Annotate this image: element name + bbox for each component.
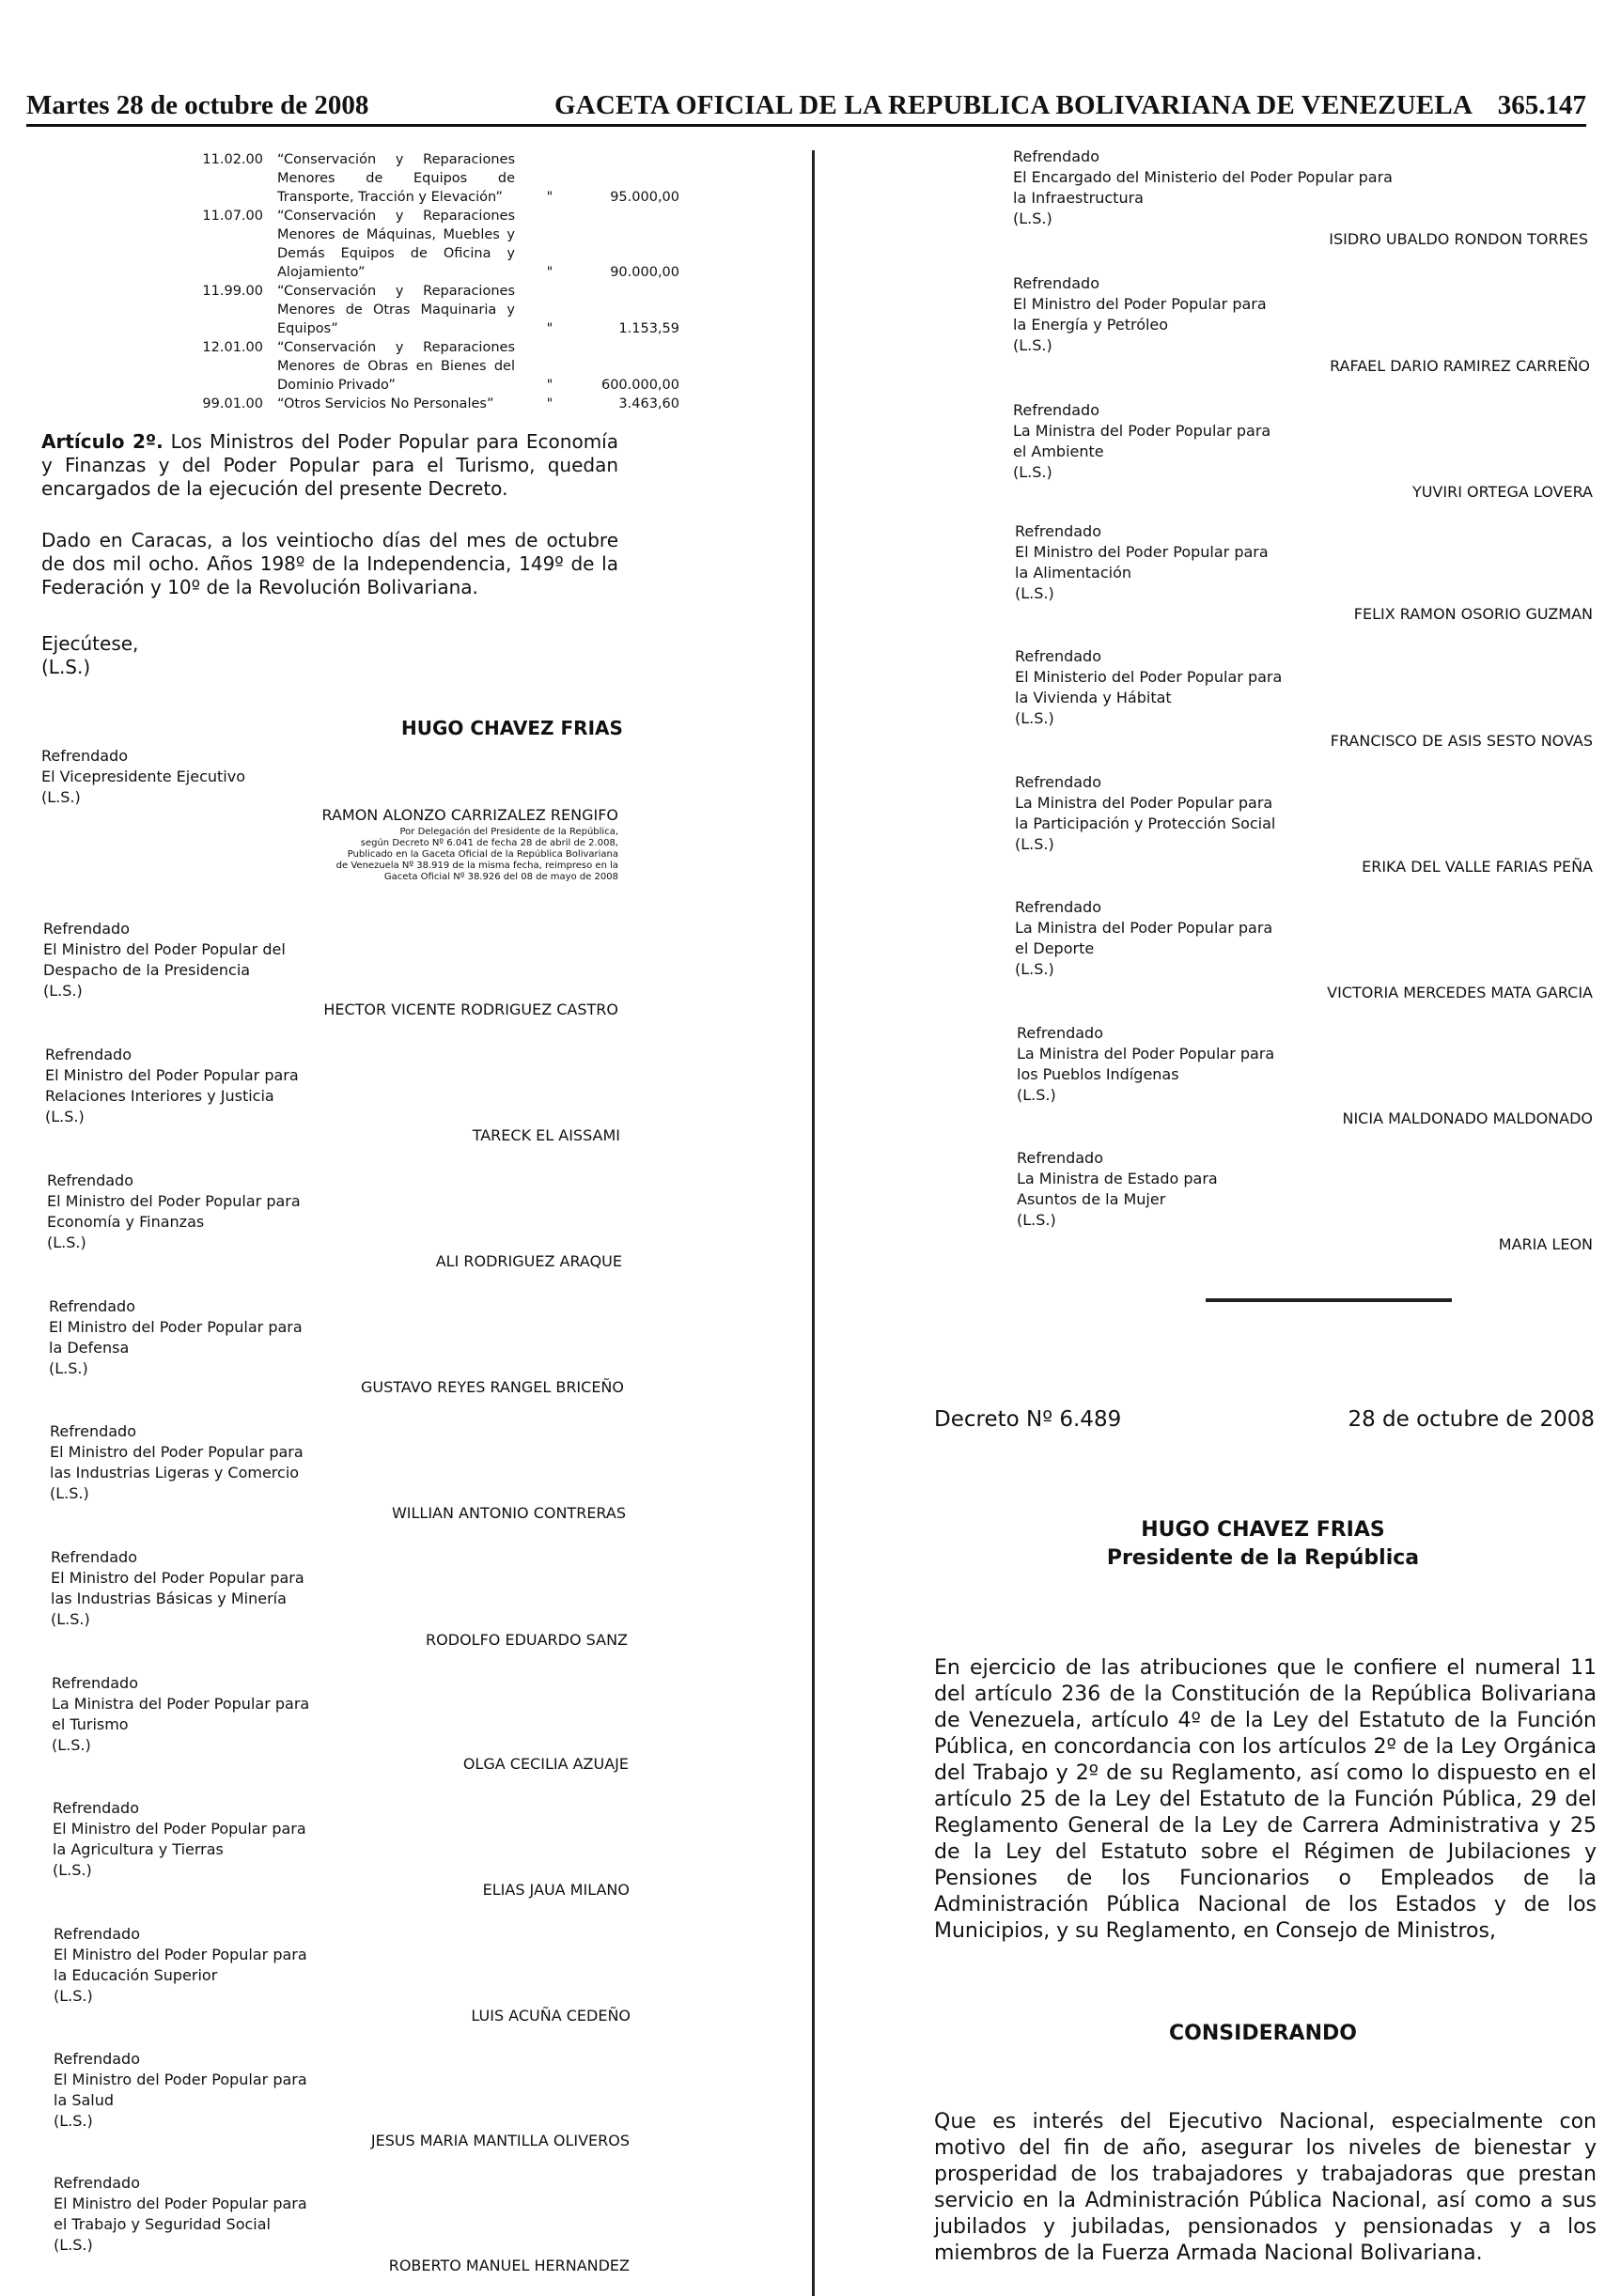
header-title: GACETA OFICIAL DE LA REPUBLICA BOLIVARIANA DE VENEZUELA bbox=[554, 90, 1473, 120]
decree-preamble: En ejercicio de las atribuciones que le confiere el numeral 11 del artículo 236 de la Constitución de la República Bolivariana de Venezuela, artículo 4º de la Ley del Estatuto de la Función Pública, en concordancia con los artículos 2º de la Ley Orgánica del Trabajo y 2º de su Reglamento, así como lo dispuesto en el artículo 25 de la Ley del Estatuto de la Función Pública, 29 del Reglamento General de la Ley de Carrera Administrativa y 25 de la Ley del Estatuto sobre el Régimen de Jubilaciones y Pensiones de los Funcionarios o Empleados de la Administración Pública Nacional de los Estados y de los Municipios, y su Reglamento, en Consejo de Ministros, bbox=[934, 1656, 1597, 1943]
page-header bbox=[26, 90, 1586, 128]
refrendo-line: Refrendado bbox=[52, 1674, 138, 1692]
budget-table bbox=[146, 150, 700, 413]
refrendo-line: El Encargado del Ministerio del Poder Popular para bbox=[1013, 168, 1393, 186]
refrendo-name: ALI RODRIGUEZ ARAQUE bbox=[435, 1252, 622, 1270]
delegation-line: de Venezuela Nº 38.919 de la misma fecha, reimpreso en la bbox=[335, 861, 618, 871]
refrendo-block bbox=[51, 1547, 304, 1630]
refrendo-line: la Vivienda y Hábitat bbox=[1015, 689, 1172, 706]
refrendo-line: El Vicepresidente Ejecutivo bbox=[41, 768, 245, 785]
refrendo-line: (L.S.) bbox=[1013, 463, 1052, 481]
budget-description: “Otros Servicios No Personales” bbox=[277, 396, 494, 411]
refrendo-line: Relaciones Interiores y Justicia bbox=[45, 1087, 274, 1105]
delegation-note bbox=[336, 827, 618, 883]
refrendo-line: Asuntos de la Mujer bbox=[1017, 1190, 1166, 1208]
refrendo-line: (L.S.) bbox=[1013, 209, 1052, 227]
budget-description: “Conservación y Reparaciones Menores de Otras Maquinaria y Equipos” bbox=[277, 284, 515, 336]
refrendo-line: Refrendado bbox=[47, 1171, 133, 1189]
refrendo-name: WILLIAN ANTONIO CONTRERAS bbox=[391, 1504, 626, 1522]
refrendo-line: Refrendado bbox=[1015, 522, 1101, 540]
header-rule bbox=[26, 124, 1586, 127]
refrendo-block bbox=[1013, 147, 1393, 229]
refrendo-line: la Alimentación bbox=[1015, 564, 1131, 582]
president-block bbox=[934, 1516, 1592, 1573]
refrendo-line: La Ministra del Poder Popular para bbox=[52, 1695, 310, 1713]
refrendo-name: FRANCISCO DE ASIS SESTO NOVAS bbox=[1330, 732, 1593, 750]
budget-amount: 90.000,00 bbox=[610, 265, 679, 280]
refrendo-line: Refrendado bbox=[50, 1422, 136, 1440]
refrendo-line: (L.S.) bbox=[45, 1108, 85, 1125]
refrendo-line: El Ministro del Poder Popular para bbox=[54, 2071, 307, 2088]
budget-row bbox=[146, 282, 700, 338]
refrendo-block bbox=[1013, 400, 1270, 483]
refrendo-block bbox=[1017, 1023, 1274, 1106]
refrendo-block bbox=[54, 2173, 307, 2256]
refrendo-line: El Ministro del Poder Popular para bbox=[54, 2195, 307, 2212]
budget-code: 11.99.00 bbox=[202, 284, 263, 299]
refrendo-line: (L.S.) bbox=[1015, 709, 1054, 727]
budget-ditto: " bbox=[546, 265, 553, 280]
refrendo-line: (L.S.) bbox=[47, 1233, 86, 1251]
refrendo-line: Refrendado bbox=[1015, 898, 1101, 916]
refrendo-line: El Ministro del Poder Popular para bbox=[1013, 295, 1267, 313]
refrendo-name: LUIS ACUÑA CEDEÑO bbox=[471, 2007, 631, 2025]
refrendo-line: la Infraestructura bbox=[1013, 189, 1144, 207]
refrendo-line: (L.S.) bbox=[1015, 960, 1054, 978]
refrendo-name: TARECK EL AISSAMI bbox=[472, 1126, 620, 1144]
refrendo-line: (L.S.) bbox=[54, 2112, 93, 2130]
refrendo-line: (L.S.) bbox=[1015, 584, 1054, 602]
refrendo-line: Refrendado bbox=[1013, 147, 1099, 165]
refrendo-line: Refrendado bbox=[54, 2050, 140, 2068]
refrendo-line: (L.S.) bbox=[49, 1359, 88, 1377]
refrendo-line: Refrendado bbox=[1013, 274, 1099, 292]
decree-number: Decreto Nº 6.489 bbox=[934, 1407, 1122, 1432]
refrendo-line: Refrendado bbox=[43, 920, 130, 938]
header-date: Martes 28 de octubre de 2008 bbox=[26, 90, 369, 120]
refrendo-line: (L.S.) bbox=[51, 1610, 90, 1628]
budget-row bbox=[146, 150, 700, 207]
refrendo-line: Refrendado bbox=[1017, 1149, 1103, 1167]
delegation-line: según Decreto Nº 6.041 de fecha 28 de abril de 2.008, bbox=[360, 838, 618, 848]
refrendo-line: El Ministerio del Poder Popular para bbox=[1015, 668, 1283, 686]
refrendo-block bbox=[54, 1924, 307, 2007]
budget-description: “Conservación y Reparaciones Menores de Equipos de Transporte, Tracción y Elevación” bbox=[277, 152, 515, 205]
ejecutese-line: Ejecútese, bbox=[41, 632, 139, 655]
refrendo-name: GUSTAVO REYES RANGEL BRICEÑO bbox=[361, 1378, 624, 1396]
articulo-2-label: Artículo 2º. bbox=[41, 430, 164, 453]
ejecutese-seal: (L.S.) bbox=[41, 656, 91, 678]
refrendo-block bbox=[53, 1798, 306, 1881]
refrendo-block bbox=[1015, 521, 1269, 604]
president-title: Presidente de la República bbox=[1106, 1546, 1420, 1570]
refrendo-line: la Energía y Petróleo bbox=[1013, 316, 1169, 334]
refrendo-name: FELIX RAMON OSORIO GUZMAN bbox=[1353, 605, 1593, 623]
refrendo-line: Economía y Finanzas bbox=[47, 1213, 205, 1231]
refrendo-line: El Ministro del Poder Popular para bbox=[50, 1443, 304, 1461]
refrendo-block bbox=[52, 1673, 309, 1756]
refrendo-line: Refrendado bbox=[54, 1925, 140, 1943]
decree-date: 28 de octubre de 2008 bbox=[1348, 1407, 1595, 1432]
refrendo-line: Refrendado bbox=[1013, 401, 1099, 419]
refrendo-line: (L.S.) bbox=[50, 1484, 89, 1502]
refrendo-line: los Pueblos Indígenas bbox=[1017, 1065, 1179, 1083]
refrendo-line: El Ministro del Poder Popular para bbox=[47, 1192, 301, 1210]
refrendo-block bbox=[1015, 646, 1282, 729]
refrendo-line: (L.S.) bbox=[54, 1987, 93, 2005]
refrendo-line: (L.S.) bbox=[1015, 835, 1054, 853]
budget-ditto: " bbox=[546, 378, 553, 393]
refrendo-name: RAFAEL DARIO RAMIREZ CARREÑO bbox=[1330, 357, 1590, 375]
refrendo-name: ELIAS JAUA MILANO bbox=[482, 1881, 630, 1899]
refrendo-line: Despacho de la Presidencia bbox=[43, 961, 251, 979]
budget-ditto: " bbox=[546, 321, 553, 336]
budget-description: “Conservación y Reparaciones Menores de Obras en Bienes del Dominio Privado” bbox=[277, 340, 515, 393]
refrendo-line: (L.S.) bbox=[1017, 1211, 1056, 1229]
refrendo-block bbox=[1015, 772, 1275, 855]
refrendo-line: La Ministra del Poder Popular para bbox=[1015, 794, 1273, 812]
ejecutese-block bbox=[41, 632, 323, 679]
refrendo-line: Refrendado bbox=[45, 1046, 132, 1063]
refrendo-line: El Ministro del Poder Popular para bbox=[54, 1946, 307, 1963]
budget-row bbox=[146, 395, 700, 413]
refrendo-line: (L.S.) bbox=[1013, 336, 1052, 354]
budget-code: 12.01.00 bbox=[202, 340, 263, 355]
refrendo-line: El Ministro del Poder Popular del bbox=[43, 940, 286, 958]
refrendo-line: (L.S.) bbox=[52, 1736, 91, 1754]
refrendo-line: Refrendado bbox=[1015, 773, 1101, 791]
column-divider bbox=[812, 150, 815, 2296]
budget-description: “Conservación y Reparaciones Menores de Máquinas, Muebles y Demás Equipos de Oficina y Alojamiento” bbox=[277, 209, 515, 280]
budget-amount: 600.000,00 bbox=[600, 378, 679, 393]
refrendo-line: (L.S.) bbox=[53, 1861, 92, 1879]
refrendo-line: el Deporte bbox=[1015, 939, 1095, 957]
refrendo-line: Refrendado bbox=[1017, 1024, 1103, 1042]
delegation-line: Publicado en la Gaceta Oficial de la República Bolivariana bbox=[347, 849, 618, 860]
refrendo-name: OLGA CECILIA AZUAJE bbox=[462, 1755, 629, 1773]
refrendo-name: VICTORIA MERCEDES MATA GARCIA bbox=[1327, 984, 1593, 1001]
refrendo-line: La Ministra del Poder Popular para bbox=[1015, 919, 1273, 937]
main-signature: HUGO CHAVEZ FRIAS bbox=[401, 717, 623, 739]
refrendo-block bbox=[43, 919, 286, 1001]
refrendo-block bbox=[45, 1045, 299, 1127]
refrendo-name: NICIA MALDONADO MALDONADO bbox=[1342, 1109, 1593, 1127]
refrendo-block bbox=[47, 1171, 301, 1253]
considerando-text: Que es interés del Ejecutivo Nacional, especialmente con motivo del fin de año, asegurar los niveles de bienestar y prosperidad de los trabajadores y trabajadoras que prestan servicio en la Administración Pública Nacional, así como a sus jubilados y jubiladas, pensionados y pensionadas y a los miembros de la Fuerza Armada Nacional Bolivariana. bbox=[934, 2110, 1597, 2265]
budget-ditto: " bbox=[546, 396, 553, 411]
budget-amount: 95.000,00 bbox=[610, 190, 679, 205]
refrendo-name: ISIDRO UBALDO RONDON TORRES bbox=[1329, 230, 1588, 248]
refrendo-line: las Industrias Ligeras y Comercio bbox=[50, 1464, 300, 1482]
refrendo-line: El Ministro del Poder Popular para bbox=[51, 1569, 304, 1587]
budget-amount: 3.463,60 bbox=[618, 396, 679, 411]
refrendo-name: JESUS MARIA MANTILLA OLIVEROS bbox=[370, 2132, 630, 2149]
header-page-number: 365.147 bbox=[1497, 90, 1586, 120]
refrendo-block bbox=[1015, 897, 1272, 980]
section-separator bbox=[1206, 1298, 1452, 1302]
refrendo-line: La Ministra del Poder Popular para bbox=[1017, 1045, 1275, 1063]
refrendo-line: la Agricultura y Tierras bbox=[53, 1840, 224, 1858]
dado-paragraph: Dado en Caracas, a los veintiocho días del mes de octubre de dos mil ocho. Años 198º de la Independencia, 149º de la Federación y 10º de la Revolución Bolivariana. bbox=[41, 529, 618, 598]
budget-ditto: " bbox=[546, 190, 553, 205]
vice-name: RAMON ALONZO CARRIZALEZ RENGIFO bbox=[321, 806, 618, 824]
articulo-2 bbox=[41, 430, 618, 501]
refrendo-line: La Ministra del Poder Popular para bbox=[1013, 422, 1271, 440]
refrendo-line: la Participación y Protección Social bbox=[1015, 814, 1276, 832]
refrendo-block bbox=[54, 2049, 307, 2132]
refrendo-line: La Ministra de Estado para bbox=[1017, 1170, 1218, 1187]
budget-amount: 1.153,59 bbox=[618, 321, 679, 336]
refrendo-block bbox=[50, 1421, 304, 1504]
articulo-2-text: Los Ministros del Poder Popular para Economía y Finanzas y del Poder Popular para el Turismo, quedan encargados de la ejecución del presente Decreto. bbox=[41, 430, 618, 500]
refrendo-line: las Industrias Básicas y Minería bbox=[51, 1590, 287, 1607]
refrendo-line: Refrendado bbox=[41, 747, 128, 765]
refrendo-name: RODOLFO EDUARDO SANZ bbox=[426, 1631, 628, 1649]
refrendo-name: ROBERTO MANUEL HERNANDEZ bbox=[388, 2257, 630, 2274]
budget-code: 99.01.00 bbox=[202, 396, 263, 411]
refrendo-line: la Educación Superior bbox=[54, 1966, 218, 1984]
refrendo-line: el Turismo bbox=[52, 1715, 129, 1733]
refrendo-name: ERIKA DEL VALLE FARIAS PEÑA bbox=[1362, 858, 1593, 876]
refrendo-block bbox=[49, 1296, 303, 1379]
refrendo-block bbox=[1017, 1148, 1218, 1231]
delegation-line: Por Delegación del Presidente de la República, bbox=[399, 827, 618, 837]
refrendo-line: Refrendado bbox=[49, 1297, 135, 1315]
refrendo-line: Refrendado bbox=[1015, 647, 1101, 665]
refrendo-line: (L.S.) bbox=[41, 788, 81, 806]
refrendo-vicepresidente bbox=[41, 746, 245, 808]
budget-code: 11.07.00 bbox=[202, 209, 263, 224]
budget-row bbox=[146, 207, 700, 282]
refrendo-line: (L.S.) bbox=[43, 982, 83, 1000]
refrendo-block bbox=[1013, 273, 1267, 356]
refrendo-line: el Ambiente bbox=[1013, 442, 1104, 460]
delegation-line: Gaceta Oficial Nº 38.926 del 08 de mayo de 2008 bbox=[383, 872, 618, 882]
refrendo-line: Refrendado bbox=[51, 1548, 137, 1566]
refrendo-line: El Ministro del Poder Popular para bbox=[1015, 543, 1269, 561]
refrendo-line: (L.S.) bbox=[54, 2236, 93, 2254]
refrendo-line: El Ministro del Poder Popular para bbox=[49, 1318, 303, 1336]
refrendo-line: (L.S.) bbox=[1017, 1086, 1056, 1104]
refrendo-line: la Salud bbox=[54, 2091, 115, 2109]
budget-code: 11.02.00 bbox=[202, 152, 263, 167]
refrendo-name: YUVIRI ORTEGA LOVERA bbox=[1411, 483, 1593, 501]
president-name: HUGO CHAVEZ FRIAS bbox=[1141, 1518, 1385, 1542]
refrendo-name: HECTOR VICENTE RODRIGUEZ CASTRO bbox=[323, 1001, 618, 1018]
refrendo-line: el Trabajo y Seguridad Social bbox=[54, 2215, 271, 2233]
budget-row bbox=[146, 338, 700, 395]
considerando-heading: CONSIDERANDO bbox=[1169, 2022, 1357, 2045]
refrendo-line: la Defensa bbox=[49, 1339, 130, 1357]
refrendo-name: MARIA LEON bbox=[1498, 1235, 1593, 1253]
refrendo-line: El Ministro del Poder Popular para bbox=[45, 1066, 299, 1084]
refrendo-line: Refrendado bbox=[53, 1799, 139, 1817]
refrendo-line: El Ministro del Poder Popular para bbox=[53, 1820, 306, 1838]
refrendo-line: Refrendado bbox=[54, 2174, 140, 2192]
